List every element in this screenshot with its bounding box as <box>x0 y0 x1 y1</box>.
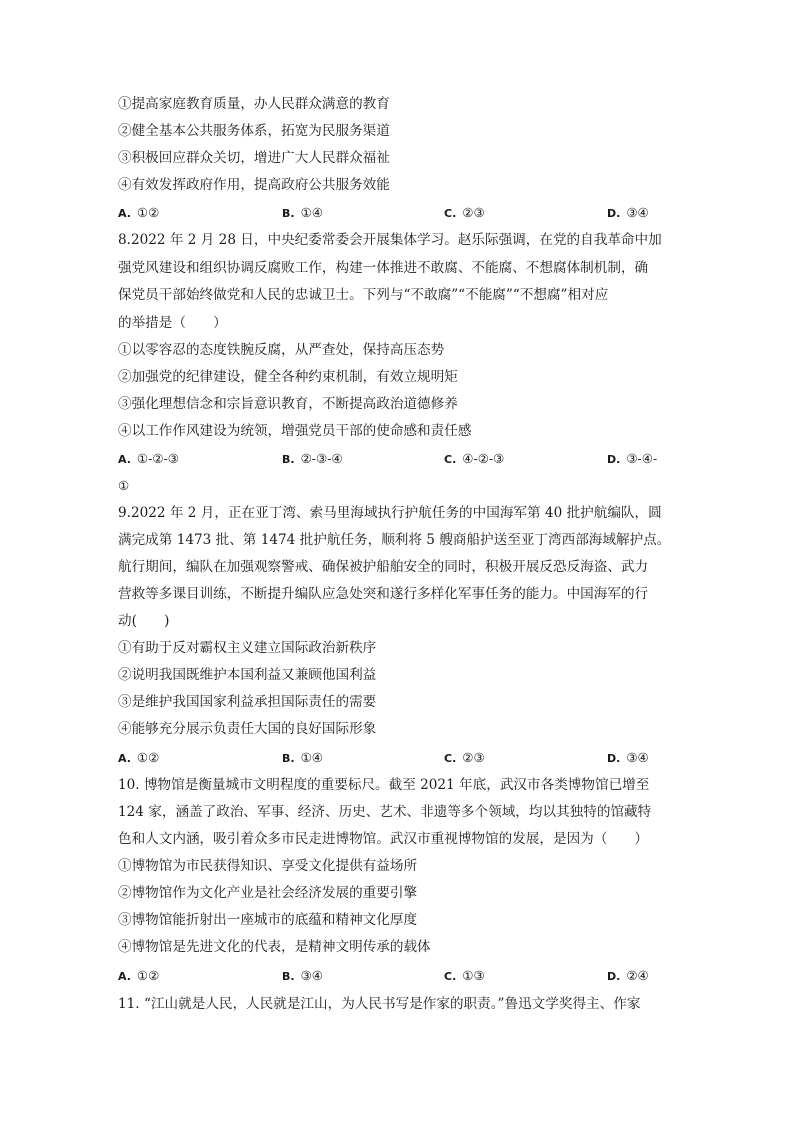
answer-item: ①有助于反对霸权主义建立国际政治新秩序 <box>118 640 377 656</box>
option-b: B. ①④ <box>282 750 323 765</box>
answer-item: ④博物馆是先进文化的代表，是精神文明传承的载体 <box>118 939 431 955</box>
option-b: B. ①④ <box>282 205 323 220</box>
question-8-stem: 的举措是（ ） <box>118 315 227 331</box>
question-10-stem: 124 家，涵盖了政治、军事、经济、历史、艺术、非遗等多个领域，均以其独特的馆藏特 <box>118 804 652 820</box>
option-b: B. ②-③-④ <box>282 451 343 466</box>
option-d: D. ③④ <box>607 750 649 765</box>
option-a: A. ①② <box>118 205 160 220</box>
question-9-stem: 营救等多课目训练，不断提升编队应急处突和遂行多样化军事任务的能力。中国海军的行 <box>118 586 649 602</box>
question-9-stem: 动( ) <box>118 613 170 629</box>
answer-item: ④以工作作风建设为统领，增强党员干部的使命感和责任感 <box>118 423 472 439</box>
answer-item: ②说明我国既维护本国利益又兼顾他国利益 <box>118 667 377 683</box>
answer-item: ①提高家庭教育质量，办人民群众满意的教育 <box>118 96 390 112</box>
option-a: A. ①② <box>118 750 160 765</box>
question-11-stem: 11. “江山就是人民，人民就是江山，为人民书写是作家的职责。”鲁迅文学奖得主、作家 <box>118 996 641 1012</box>
answer-item: ③是维护我国国家利益承担国际责任的需要 <box>118 694 377 710</box>
option-b: B. ③④ <box>282 968 323 983</box>
answer-item: ④有效发挥政府作用，提高政府公共服务效能 <box>118 177 390 193</box>
question-10-stem: 10. 博物馆是衡量城市文明程度的重要标尺。截至 2021 年底，武汉市各类博物馆已增至 <box>118 777 650 793</box>
answer-item: ③积极回应群众关切，增进广大人民群众福祉 <box>118 150 390 166</box>
answer-item: ③强化理想信念和宗旨意识教育，不断提高政治道德修养 <box>118 396 458 412</box>
question-9-stem: 满完成第 1473 批、第 1474 批护航任务，顺利将 5 艘商船护送至亚丁湾西部海域解护点。 <box>118 532 671 548</box>
question-9-stem: 9.2022 年 2 月，正在亚丁湾、索马里海域执行护航任务的中国海军第 40 批护航编队，圆 <box>118 505 662 521</box>
option-d: D. ③④ <box>607 205 649 220</box>
option-a: A. ①② <box>118 968 160 983</box>
option-c: C. ②③ <box>444 750 485 765</box>
question-9-stem: 航行期间，编队在加强观察警戒、确保被护船舶安全的同时，积极开展反恐反海盗、武力 <box>118 559 649 575</box>
option-c: C. ①③ <box>444 968 485 983</box>
question-8-stem: 强党风建设和组织协调反腐败工作，构建一体推进不敢腐、不能腐、不想腐体制机制，确 <box>118 260 649 276</box>
answer-item: ②加强党的纪律建设，健全各种约束机制，有效立规明矩 <box>118 369 458 385</box>
option-d-continuation: ① <box>118 478 130 493</box>
option-c: C. ④-②-③ <box>444 451 505 466</box>
question-8-stem: 8.2022 年 2 月 28 日，中央纪委常委会开展集体学习。赵乐际强调，在党的自我革命中加 <box>118 232 662 248</box>
question-8-stem: 保党员干部始终做党和人民的忠诚卫士。下列与“不敢腐”“不能腐”“不想腐”相对应 <box>118 287 609 303</box>
option-c: C. ②③ <box>444 205 485 220</box>
option-d: D. ②④ <box>607 968 649 983</box>
answer-item: ②健全基本公共服务体系，拓宽为民服务渠道 <box>118 123 390 139</box>
question-10-stem: 色和人文内涵，吸引着众多市民走进博物馆。武汉市重视博物馆的发展，是因为（ ） <box>118 831 649 847</box>
answer-item: ②博物馆作为文化产业是社会经济发展的重要引擎 <box>118 885 418 901</box>
option-a: A. ①-②-③ <box>118 451 179 466</box>
answer-item: ④能够充分展示负责任大国的良好国际形象 <box>118 721 377 737</box>
answer-item: ①以零容忍的态度铁腕反腐，从严查处，保持高压态势 <box>118 342 445 358</box>
answer-item: ①博物馆为市民获得知识、享受文化提供有益场所 <box>118 858 418 874</box>
option-d: D. ③-④- <box>607 451 658 466</box>
answer-item: ③博物馆能折射出一座城市的底蕴和精神文化厚度 <box>118 912 418 928</box>
